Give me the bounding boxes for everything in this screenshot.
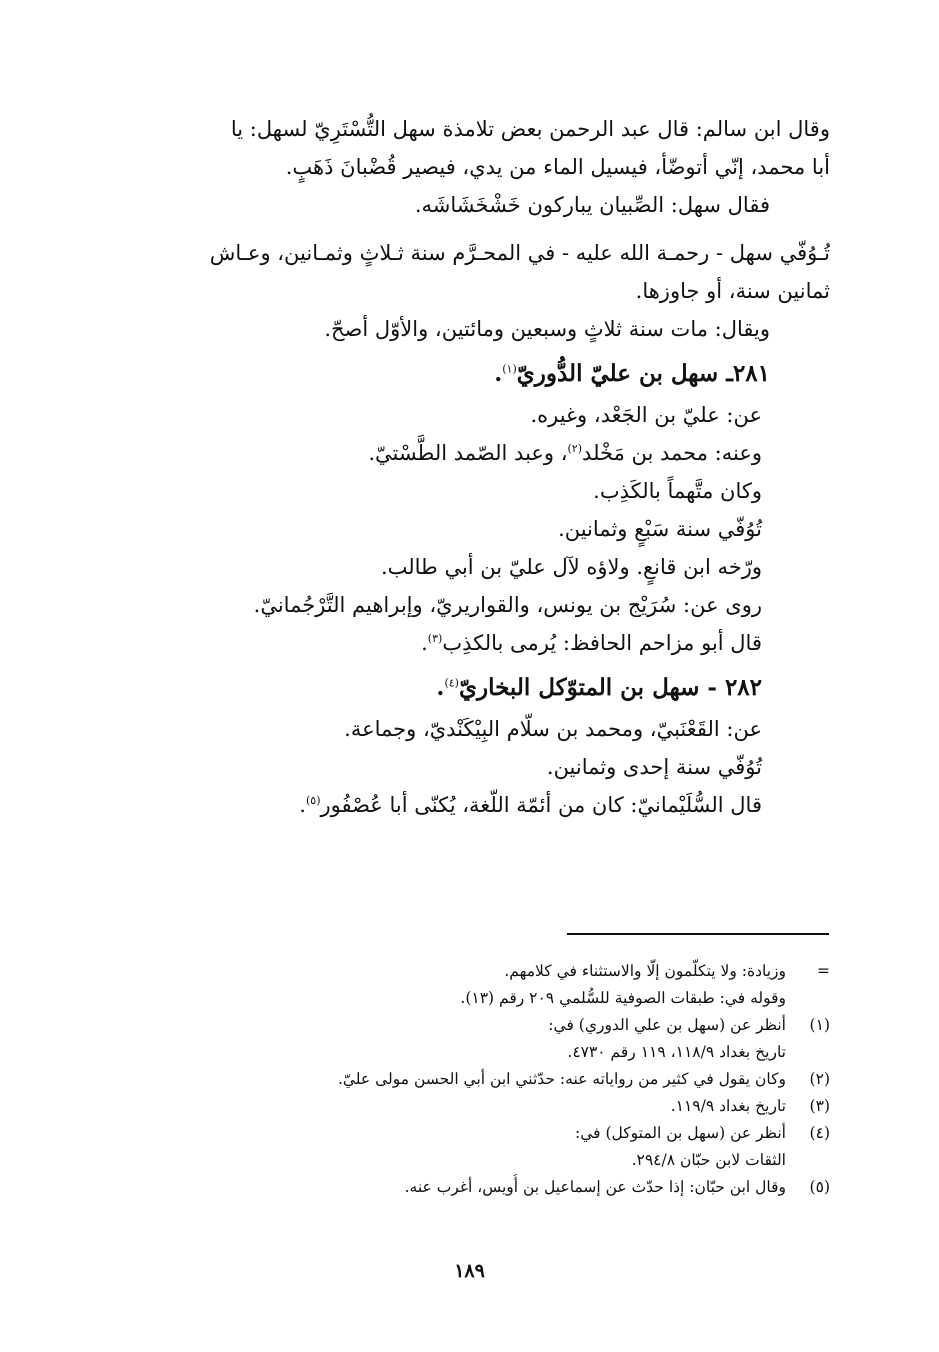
entry-line	[100, 624, 830, 662]
footnote-text: وقوله في: طبقات الصوفية للسُّلمي ٢٠٩ رقم (١٣).	[460, 989, 786, 1007]
footnote	[270, 1120, 830, 1147]
footnotes	[270, 958, 830, 1201]
footnote-marker	[786, 1039, 830, 1066]
entry-line: عن: عليّ بن الجَعْد، وغيره.	[530, 403, 762, 427]
punctuation: .	[299, 793, 306, 817]
footnote-marker: =	[817, 962, 830, 980]
entry-text: قال أبو مزاحم الحافظ: يُرمى بالكذِب	[442, 631, 762, 655]
footnote	[270, 1066, 830, 1093]
footnote-ref: (٥)	[305, 794, 321, 807]
footnote-ref: (٢)	[567, 442, 583, 455]
paragraph-line: فقال سهل: الصِّبيان يباركون خَشْخَشَاشَه.	[414, 193, 770, 217]
paragraph-line: وقال ابن سالم: قال عبد الرحمن بعض تلامذة سهل التُّسْتَرِيّ لسهل: يا	[230, 117, 830, 141]
punctuation: .	[436, 674, 445, 701]
spacer	[100, 224, 830, 234]
footnote-marker	[786, 1147, 830, 1174]
footnote-marker	[786, 985, 830, 1012]
footnote	[270, 985, 830, 1012]
footnote	[270, 958, 830, 985]
entry-line	[100, 434, 830, 472]
paragraph-line: ويقال: مات سنة ثلاثٍ وسبعين ومائتين، والأوّل أصحّ.	[324, 317, 770, 341]
punctuation: .	[421, 631, 428, 655]
footnote-text: وقال ابن حبّان: إذا حدّث عن إسماعيل بن أُويس، أغرب عنه.	[404, 1178, 786, 1196]
paragraph-line: ثمانين سنة، أو جاوزها.	[635, 279, 830, 303]
footnote-text: أنظر عن (سهل بن المتوكل) في:	[575, 1124, 786, 1142]
entry-line: تُوُفّي سنة سَبْعٍ وثمانين.	[558, 517, 762, 541]
footnote-ref: (٣)	[427, 632, 443, 645]
entry-line	[100, 786, 830, 824]
footnote-divider	[567, 933, 829, 935]
main-text	[100, 110, 830, 824]
footnote	[270, 1012, 830, 1039]
footnote-text: تاريخ بغداد ١١٨/٩، ١١٩ رقم ٤٧٣٠.	[567, 1043, 786, 1061]
footnote	[270, 1147, 830, 1174]
entry-heading-281	[100, 352, 830, 396]
paragraph-line: تُـوُفّي سهل - رحمـة الله عليه - في المحـرَّم سنة ثـلاثٍ وثمـانين، وعـاش	[209, 241, 830, 265]
entry-line: وكان متَّهماً بالكَذِب.	[593, 479, 762, 503]
footnote	[270, 1039, 830, 1066]
entry-text: قال السُّلَيْمانيّ: كان من أئمّة اللّغة، يُكنّى أبا عُصْفُور	[320, 793, 762, 817]
entry-title: ٢٨٢ - سهل بن المتوّكل البخاريّ	[458, 674, 762, 701]
footnote-text: أنظر عن (سهل بن علي الدوري) في:	[548, 1016, 786, 1034]
entry-text: وعنه: محمد بن مَخْلد	[582, 441, 762, 465]
footnote-ref: (١)	[502, 362, 517, 376]
entry-line: عن: القَعْنَبيّ، ومحمد بن سلّام البِيْكَنْديّ، وجماعة.	[344, 717, 762, 741]
entry-title: ٢٨١ـ سهل بن عليّ الدُّوريّ	[516, 360, 770, 387]
entry-line: روى عن: سُرَيْج بن يونس، والقواريريّ، وإبراهيم التَّرْجُمانيّ.	[253, 593, 762, 617]
entry-line: تُوُفّي سنة إحدى وثمانين.	[546, 755, 762, 779]
footnote-marker: (٢)	[809, 1070, 830, 1088]
paragraph-line: أبا محمد، إنّي أتوضّأ، فيسيل الماء من يدي، فيصير قُضْبانَ ذَهَبٍ.	[285, 155, 830, 179]
page-number: ١٨٩	[454, 1260, 485, 1282]
footnote-text: وزيادة: ولا يتكلّمون إلّا والاستثناء في كلامهم.	[504, 962, 786, 980]
footnote-text: الثقات لابن حبّان ٢٩٤/٨.	[631, 1151, 786, 1169]
entry-line: ورّخه ابن قانعٍ. ولاؤه لآل عليّ بن أبي طالب.	[380, 555, 762, 579]
footnote-marker: (٥)	[809, 1178, 830, 1196]
footnote-marker: (١)	[809, 1016, 830, 1034]
entry-text: ، وعبد الصّمد الطَّسْتيّ.	[368, 441, 568, 465]
footnote-ref: (٤)	[444, 676, 459, 690]
punctuation: .	[494, 360, 503, 387]
footnote-marker: (٤)	[809, 1124, 830, 1142]
footnote-text: تاريخ بغداد ١١٩/٩.	[670, 1097, 786, 1115]
footnote	[270, 1174, 830, 1201]
footnote-marker: (٣)	[809, 1097, 830, 1115]
entry-heading-282	[100, 666, 830, 710]
footnote	[270, 1093, 830, 1120]
footnote-text: وكان يقول في كثير من رواياته عنه: حدّثني ابن أبي الحسن مولى عليّ.	[337, 1070, 786, 1088]
